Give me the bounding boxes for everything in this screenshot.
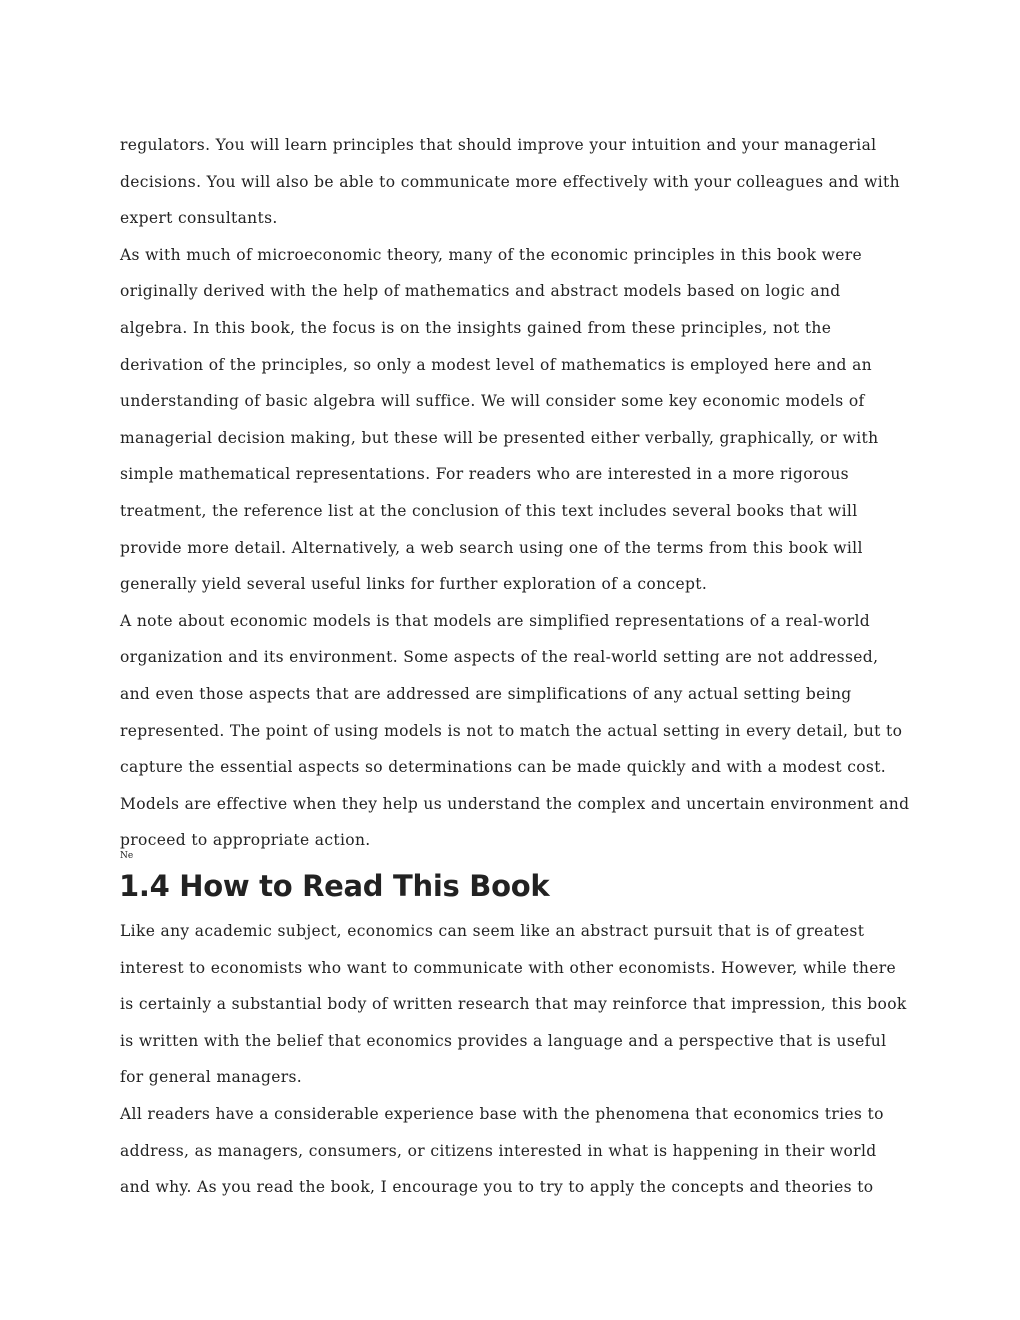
paragraph-experience-base: All readers have a considerable experience base with the phenomena that economics tries to address, as managers, consumers, or citizens interested in what is happening in their world and why. As you read the book, I encourage you to try to apply the concepts and theories to: [120, 1104, 884, 1197]
paragraph-economic-models: A note about economic models is that models are simplified representations of a real-world organization and its environment. Some aspects of the real-world setting are not addressed, and even those aspects that are addressed are simplifications of any actual setting being represented. The point of using models is not to match the actual setting in every detail, but to capture the essential aspects so determinations can be made quickly and with a modest cost. Models are effective when they help us understand the complex and uncertain environment and proceed to appropriate action.: [120, 611, 910, 850]
body-text-top: [120, 127, 910, 859]
paragraph-academic-subject: Like any academic subject, economics can seem like an abstract pursuit that is of greatest interest to economists who want to communicate with other economists. However, while there is certainly a substantial body of written research that may reinforce that impression, this book is written with the belief that economics provides a language and a perspective that is useful for general managers.: [120, 922, 907, 1087]
paragraph-regulators: regulators. You will learn principles that should improve your intuition and your managerial decisions. You will also be able to communicate more effectively with your colleagues and with expert consultants.: [120, 136, 900, 228]
paragraph-microeconomic-theory: As with much of microeconomic theory, many of the economic principles in this book were originally derived with the help of mathematics and abstract models based on logic and algebra. In this book, the focus is on the insights gained from these principles, not the derivation of the principles, so only a modest level of mathematics is employed here and an understanding of basic algebra will suffice. We will consider some key economic models of managerial decision making, but these will be presented either verbally, graphically, or with simple mathematical representations. For readers who are interested in a more rigorous treatment, the reference list at the conclusion of this text includes several books that will provide more detail. Alternatively, a web search using one of the terms from this book will generally yield several useful links for further exploration of a concept.: [120, 245, 879, 594]
small-note-text: Ne: [120, 851, 134, 861]
section-heading: 1.4 How to Read This Book: [119, 869, 550, 903]
body-text-bottom: [120, 913, 910, 1206]
